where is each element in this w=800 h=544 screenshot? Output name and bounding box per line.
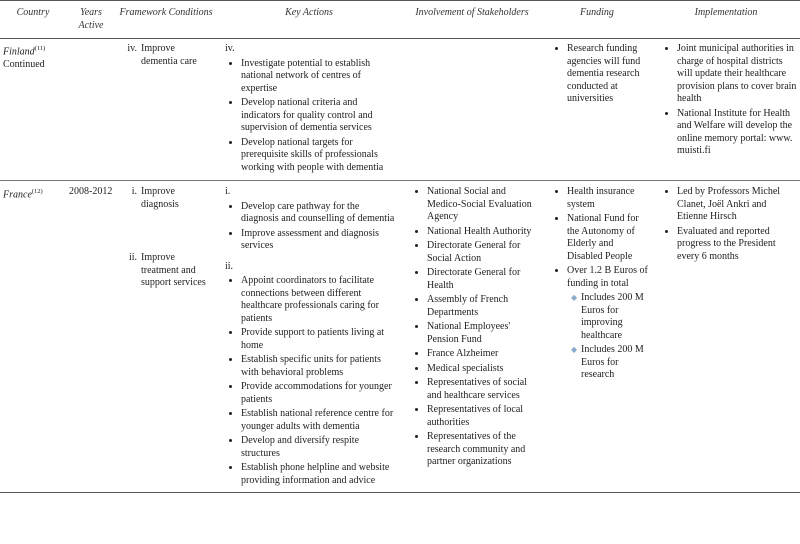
list-item: • Improve assessment and diagnosis services: [241, 228, 399, 253]
framework-number: i.: [131, 186, 137, 197]
list-item: • Establish specific units for patients with behavioral problems: [241, 354, 399, 379]
list-item: • National Fund for the Autonomy of Elderly and Disabled People: [567, 213, 649, 263]
reference-mark: (11): [34, 45, 46, 52]
funding-total-text: Over 1.2 B Euros of funding in total: [567, 265, 648, 289]
france-key-actions-cell: [216, 181, 402, 493]
list-item: • Provide support to patients living at home: [241, 327, 399, 352]
header-key-actions: Key Actions: [216, 1, 402, 39]
list-item: • Health insurance system: [567, 186, 649, 211]
reference-mark: (12): [31, 188, 43, 195]
list-item: • Establish national reference centre for younger adults with dementia: [241, 408, 399, 433]
list-item: • Develop national targets for prerequisite skills of professionals working with people with dementia: [241, 137, 399, 175]
header-implementation: Implementation: [652, 1, 800, 39]
funding-sublist: [567, 292, 649, 382]
framework-text: Improve dementia care: [141, 43, 197, 67]
list-item: • Representatives of the research community and partner organizations: [427, 431, 539, 469]
list-item: • Directorate General for Social Action: [427, 240, 539, 265]
list-item: • Medical specialists: [427, 363, 539, 376]
list-item: • National Institute for Health and Welfare will develop the online memory portal: www. muisti.fi: [677, 108, 797, 158]
finland-key-actions-cell: [216, 39, 402, 181]
continued-label: Continued: [3, 58, 45, 70]
list-item: • Directorate General for Health: [427, 267, 539, 292]
header-framework-conditions: Framework Conditions: [116, 1, 216, 39]
list-item: • Joint municipal authorities in charge of hospital districts will update their healthcare provision plans to cover brain health: [677, 43, 797, 106]
header-country: Country: [0, 1, 66, 39]
country-name: Finland: [3, 46, 35, 58]
sub-item-text: Includes 200 M Euros for improving healthcare: [581, 292, 644, 341]
years-active-value: 2008-2012: [69, 186, 113, 197]
sub-bullet-icon: ◆: [571, 345, 578, 354]
list-item: • Assembly of French Departments: [427, 294, 539, 319]
header-funding: Funding: [542, 1, 652, 39]
france-implementation-cell: [652, 181, 800, 493]
france-country-cell: [0, 181, 66, 493]
france-years-cell: [66, 181, 116, 493]
list-item: • Develop and diversify respite structures: [241, 435, 399, 460]
list-item: • Research funding agencies will fund dementia research conducted at universities: [567, 43, 649, 106]
finland-funding-cell: [542, 39, 652, 181]
list-item: [571, 344, 649, 382]
finland-years-cell: [66, 39, 116, 181]
finland-stakeholders-cell: [402, 39, 542, 181]
header-years-active: Years Active: [66, 1, 116, 39]
list-item: • Representatives of local authorities: [427, 404, 539, 429]
framework-number: ii.: [128, 252, 137, 263]
list-item: • Establish phone helpline and website providing information and advice: [241, 462, 399, 487]
key-actions-label: iv.: [225, 43, 235, 54]
table-row-finland: [0, 39, 800, 181]
list-item: • France Alzheimer: [427, 348, 539, 361]
list-item: • National Social and Medico-Social Evaluation Agency: [427, 186, 539, 224]
list-item: • Representatives of social and healthcare services: [427, 377, 539, 402]
header-row: [0, 1, 800, 39]
france-stakeholders-cell: [402, 181, 542, 493]
list-item: • Develop care pathway for the diagnosis and counselling of dementia: [241, 201, 399, 226]
france-funding-cell: [542, 181, 652, 493]
list-item: • Investigate potential to establish national network of centres of expertise: [241, 58, 399, 96]
table-row-france: [0, 181, 800, 493]
list-item: • Evaluated and reported progress to the President every 6 months: [677, 226, 797, 264]
key-actions-label: i.: [225, 186, 231, 197]
france-framework-cell: [116, 181, 216, 493]
sub-item-text: Includes 200 M Euros for research: [581, 344, 644, 380]
finland-country-cell: [0, 39, 66, 181]
country-name: France: [3, 189, 32, 201]
list-item: • Appoint coordinators to facilitate connections between different healthcare professionals caring for patients: [241, 275, 399, 325]
finland-framework-cell: [116, 39, 216, 181]
sub-bullet-icon: ◆: [571, 293, 578, 302]
finland-implementation-cell: [652, 39, 800, 181]
framework-number: iv.: [127, 43, 137, 54]
list-item: • National Employees' Pension Fund: [427, 321, 539, 346]
list-item: [567, 265, 649, 382]
list-item: • National Health Authority: [427, 226, 539, 239]
list-item: • Led by Professors Michel Clanet, Joël Ankri and Etienne Hirsch: [677, 186, 797, 224]
list-item: • Provide accommodations for younger patients: [241, 381, 399, 406]
key-actions-label: ii.: [225, 260, 234, 272]
header-stakeholders: Involvement of Stakeholders: [402, 1, 542, 39]
framework-text: Improve diagnosis: [141, 186, 179, 210]
framework-text: Improve treatment and support services: [141, 252, 206, 288]
list-item: [571, 292, 649, 342]
list-item: • Develop national criteria and indicators for quality control and supervision of dementia services: [241, 97, 399, 135]
